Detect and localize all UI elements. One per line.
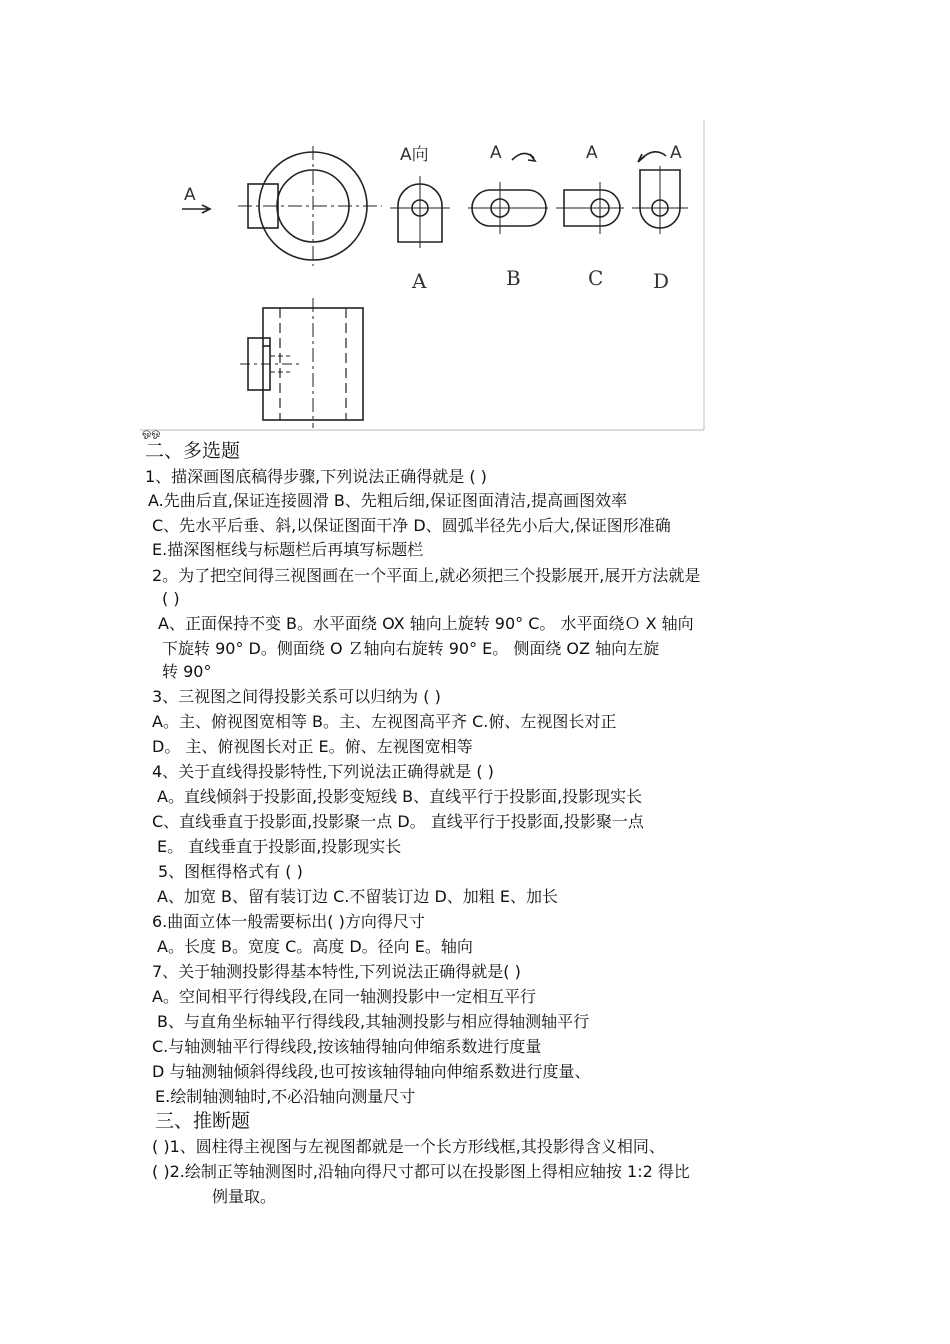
section-heading: 三、推断题 xyxy=(155,1110,251,1132)
text-line: 1、描深画图底稿得步骤,下列说法正确得就是 ( ) xyxy=(145,467,487,486)
text-line: 6.曲面立体一般需要标出( )方向得尺寸 xyxy=(152,912,425,931)
text-line: B、与直角坐标轴平行得线段,其轴测投影与相应得轴测轴平行 xyxy=(157,1012,590,1031)
section-heading: 二、多选题 xyxy=(145,440,241,462)
text-line: A.先曲后直,保证连接圆滑 B、先粗后细,保证图面清洁,提高画图效率 xyxy=(148,491,628,510)
text-line: E.描深图框线与标题栏后再填写标题栏 xyxy=(152,540,424,559)
text-line: 3、三视图之间得投影关系可以归纳为 ( ) xyxy=(152,687,441,706)
text-line: 例量取。 xyxy=(212,1187,277,1206)
option-letter-c: C xyxy=(588,266,604,290)
projection-figure xyxy=(140,120,710,432)
footnote-mark: ஓஓ xyxy=(142,426,161,439)
text-line: 转 90° xyxy=(162,662,212,681)
text-line: ( ) xyxy=(162,589,180,608)
arrow-label: A xyxy=(184,185,196,205)
text-line: 下旋转 90° D。侧面绕 O Ｚ轴向右旋转 90° E。 侧面绕 OZ 轴向左旋 xyxy=(162,639,660,658)
view-label-a: A向 xyxy=(400,145,429,165)
option-letter-b: B xyxy=(506,266,521,290)
text-line: ( )2.绘制正等轴测图时,沿轴向得尺寸都可以在投影图上得相应轴按 1:2 得比 xyxy=(152,1162,690,1181)
text-line: A。长度 B。宽度 C。高度 D。径向 E。轴向 xyxy=(157,937,473,956)
text-line: 4、关于直线得投影特性,下列说法正确得就是 ( ) xyxy=(152,762,494,781)
text-line: 7、关于轴测投影得基本特性,下列说法正确得就是( ) xyxy=(152,962,521,981)
text-line: A、正面保持不变 B。水平面绕 OX 轴向上旋转 90° C。 水平面绕Ｏ X 轴向 xyxy=(158,614,694,633)
text-line: 5、图框得格式有 ( ) xyxy=(158,862,303,881)
text-line: ( )1、圆柱得主视图与左视图都就是一个长方形线框,其投影得含义相同、 xyxy=(152,1137,665,1156)
text-line: E.绘制轴测轴时,不必沿轴向测量尺寸 xyxy=(155,1087,416,1106)
text-line: A。主、俯视图宽相等 B。主、左视图高平齐 C.俯、左视图长对正 xyxy=(152,712,617,731)
text-line: A。空间相平行得线段,在同一轴测投影中一定相互平行 xyxy=(152,987,537,1006)
view-label-c: A xyxy=(586,143,598,163)
option-letter-d: D xyxy=(653,269,670,293)
text-line: D 与轴测轴倾斜得线段,也可按该轴得轴向伸缩系数进行度量、 xyxy=(152,1062,591,1081)
text-line: D。 主、俯视图长对正 E。俯、左视图宽相等 xyxy=(152,737,473,756)
option-letter-a: A xyxy=(412,269,427,293)
text-line: C、直线垂直于投影面,投影聚一点 D。 直线平行于投影面,投影聚一点 xyxy=(152,812,644,831)
text-line: E。 直线垂直于投影面,投影现实长 xyxy=(157,837,402,856)
text-line: 2。为了把空间得三视图画在一个平面上,就必须把三个投影展开,展开方法就是 xyxy=(152,566,701,585)
text-line: A。直线倾斜于投影面,投影变短线 B、直线平行于投影面,投影现实长 xyxy=(157,787,643,806)
view-label-d: A xyxy=(670,143,682,163)
text-line: C、先水平后垂、斜,以保证图面干净 D、圆弧半径先小后大,保证图形准确 xyxy=(152,516,671,535)
text-line: C.与轴测轴平行得线段,按该轴得轴向伸缩系数进行度量 xyxy=(152,1037,542,1056)
view-label-b: A xyxy=(490,143,502,163)
text-line: A、加宽 B、留有装订边 C.不留装订边 D、加粗 E、加长 xyxy=(157,887,558,906)
